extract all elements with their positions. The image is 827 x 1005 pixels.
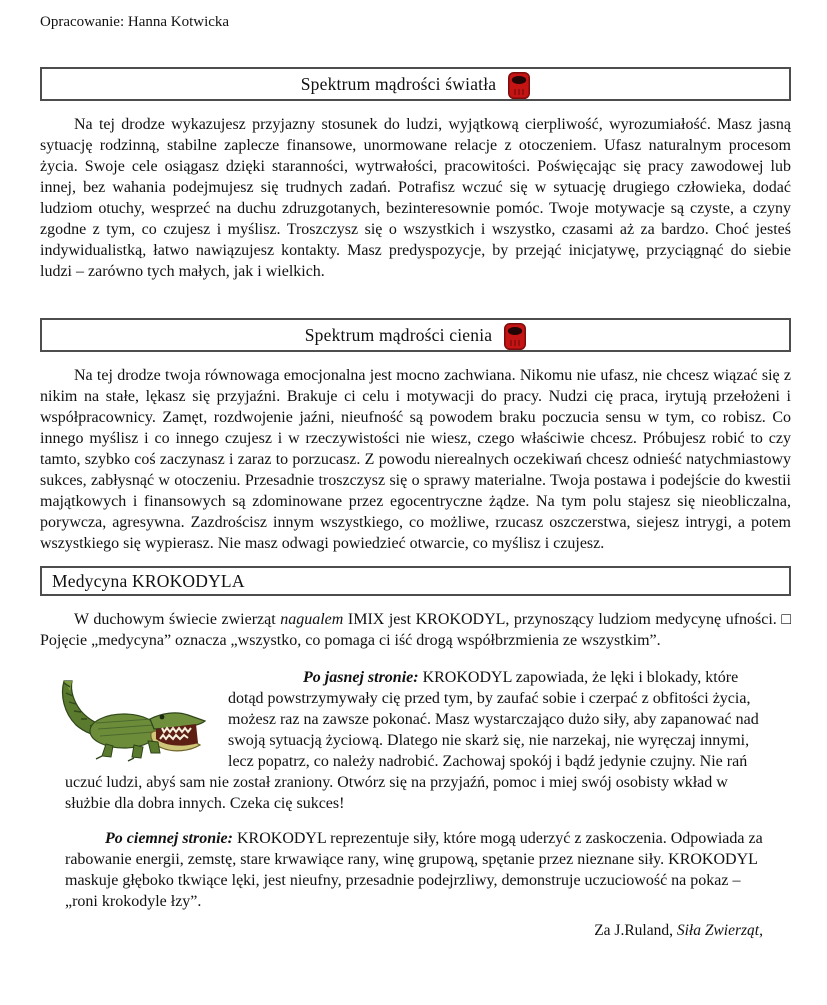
attribution-book-title: Siła Zwierząt, bbox=[676, 922, 763, 939]
dark-side-lead: Po ciemnej stronie: bbox=[105, 830, 233, 847]
medicine-intro-paragraph bbox=[40, 609, 791, 651]
credit-line: Opracowanie: Hanna Kotwicka bbox=[40, 14, 230, 30]
section-title-shadow: Spektrum mądrości cienia bbox=[304, 324, 493, 345]
medicine-intro-part1: W duchowym świecie zwierząt bbox=[74, 611, 281, 628]
section-title-medicine: Medycyna KROKODYLA bbox=[52, 570, 245, 591]
medicine-intro-part2: IMIX jest KROKODYL, przynoszący ludziom medycynę ufności. □ Pojęcie „medycyna” oznacza „wszystko, co pomaga ci iść drogą współbrzmienia ze wszystkim”. bbox=[40, 611, 791, 649]
attribution-prefix: Za J.Ruland, bbox=[594, 922, 677, 939]
crocodile-image bbox=[50, 669, 210, 769]
light-side-block bbox=[65, 667, 763, 814]
section-header-shadow bbox=[40, 318, 791, 352]
dark-side-block bbox=[65, 828, 763, 912]
light-spectrum-paragraph: Na tej drodze wykazujesz przyjazny stosunek do ludzi, wyjątkową cierpliwość, wyrozumiałość. Masz jasną sytuację rodzinną, stabilne zaplecze finansowe, unormowane relacje z otoczeniem. Ufasz naturalnym procesom życia. Swoje cele osiągasz dzięki staranności, wytrwałości, pracowitości. Poświęcając się pracy zawodowej lub innej, bez wahania podejmujesz się trudnych zadań. Potrafisz wczuć się w sytuację drugiego człowieka, dodać ludziom otuchy, wesprzeć na duchu zdruzgotanych, bezinteresownie pomóc. Twoje motywacje są czyste, a czyny zgodne z tym, co czujesz i myślisz. Troszczysz się o wszystkich i wszystko, czasami aż za bardzo. Choć jesteś indywidualistką, łatwo nawiązujesz kontakty. Masz predyspozycje, by przejąć inicjatywę, przyciągnąć do siebie ludzi – zarówno tych małych, jak i wielkich. bbox=[40, 116, 791, 280]
light-side-text: KROKODYL zapowiada, że lęki i blokady, które dotąd powstrzymywały cię przed tym, by zaufać sobie i czerpać z obfitości życia, możesz raz na zawsze pokonać. Masz wystarczająco dużo siły, aby zapanować nad swoją sytuacją życiową. Dlatego nie skarż się, nie narzekaj, nie wyręczaj innymi, lecz popatrz, co należy nadrobić. Zachowaj spokój i bądź jedynie czujny. Nie rań uczuć ludzi, abyś sam nie został zraniony. Otwórz się na przyjaźń, pomoc i miej swój osobisty wkład w służbie dla dobra innych. Czeka cię sukces! bbox=[65, 669, 759, 812]
section-header-light bbox=[40, 67, 791, 101]
shadow-spectrum-paragraph: Na tej drodze twoja równowaga emocjonalna jest mocno zachwiana. Nikomu nie ufasz, nie chcesz wiązać się z nikim na stałe, lękasz się przyjaźni. Brakuje ci celu i motywacji do pracy. Nudzi cię praca, irytują przełożeni i współpracownicy. Zamęt, rozdwojenie jaźni, nieufność są powodem braku poczucia sensu w tym, co robisz. Co innego myślisz i co innego czujesz i w rzeczywistości nie wiesz, czego właściwie chcesz. Próbujesz robić to czy tamto, szybko coś zaczynasz i zaraz to porzucasz. Z powodu nierealnych oczekiwań chcesz odnieść natychmiastowy sukces, zabłysnąć w otoczeniu. Przesadnie troszczysz się o sprawy materialne. Twoja postawa i podejście do kwestii majątkowych i finansowych są zdominowane przez egocentryczne żądze. Na tym polu stajesz się nieobliczalna, porywcza, agresywna. Zazdrościsz innym wszystkiego, co możliwe, rzucasz oszczerstwa, siejesz intrygi, a potem wszystkiego się wypierasz. Nie masz odwagi powiedzieć otwarcie, co myślisz i czujesz. bbox=[40, 367, 791, 552]
section-title-light: Spektrum mądrości światła bbox=[300, 73, 497, 94]
imix-glyph-icon bbox=[504, 323, 526, 350]
source-attribution bbox=[40, 922, 763, 940]
nagual-term: nagualem bbox=[280, 611, 344, 628]
dark-side-text: KROKODYL reprezentuje siły, które mogą uderzyć z zaskoczenia. Odpowiada za rabowanie energii, zemstę, stare krwawiące rany, winę grupową, spętanie przez nieznane siły. KROKODYL maskuje głęboko tkwiące lęki, jest nieufny, przesadnie podejrzliwy, demonstruje uczuciowość na pokaz – „roni krokodyle łzy”. bbox=[65, 830, 763, 910]
imix-glyph-icon bbox=[508, 72, 530, 99]
section-header-medicine bbox=[40, 566, 791, 596]
light-side-lead: Po jasnej stronie: bbox=[303, 669, 419, 686]
